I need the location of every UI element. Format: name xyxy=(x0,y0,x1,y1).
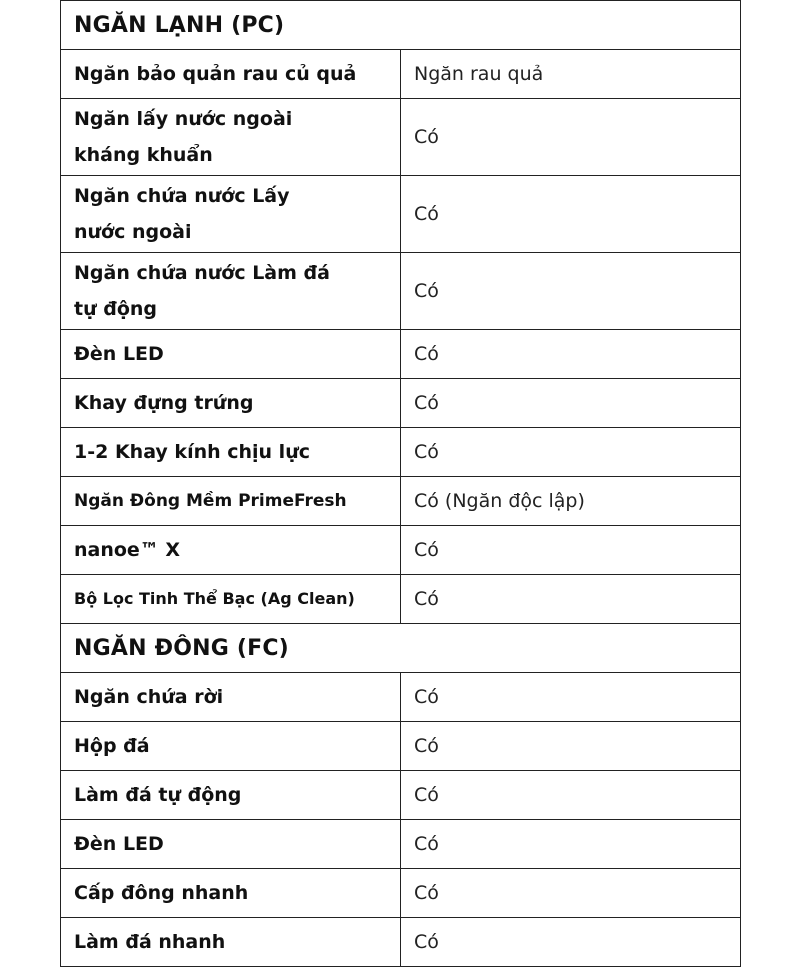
row-value: Có xyxy=(401,869,741,918)
row-label: nanoe™ X xyxy=(61,526,401,575)
section-header-cold xyxy=(61,1,741,50)
row-label: Hộp đá xyxy=(61,722,401,771)
row-label: Cấp đông nhanh xyxy=(61,869,401,918)
row-label: Đèn LED xyxy=(61,330,401,379)
row-label: Ngăn lấy nước ngoài kháng khuẩn xyxy=(61,99,401,176)
row-value: Có xyxy=(401,99,741,176)
table-row xyxy=(61,50,741,99)
row-value: Có xyxy=(401,820,741,869)
row-value: Có xyxy=(401,575,741,624)
row-label: Ngăn chứa nước Làm đá tự động xyxy=(61,253,401,330)
table-row xyxy=(61,99,741,176)
section-title: NGĂN LẠNH (PC) xyxy=(61,1,741,50)
row-value: Có xyxy=(401,526,741,575)
section-header-freezer xyxy=(61,624,741,673)
table-row xyxy=(61,379,741,428)
row-label: Làm đá nhanh xyxy=(61,918,401,967)
row-label: Ngăn chứa rời xyxy=(61,673,401,722)
row-value: Có xyxy=(401,673,741,722)
row-label: Ngăn Đông Mềm PrimeFresh xyxy=(61,477,401,526)
table-row xyxy=(61,869,741,918)
row-label: Ngăn chứa nước Lấy nước ngoài xyxy=(61,176,401,253)
table-row xyxy=(61,771,741,820)
table-row xyxy=(61,722,741,771)
row-label: Đèn LED xyxy=(61,820,401,869)
row-label: Bộ Lọc Tinh Thể Bạc (Ag Clean) xyxy=(61,575,401,624)
table-row xyxy=(61,176,741,253)
row-label: Khay đựng trứng xyxy=(61,379,401,428)
row-value: Có xyxy=(401,918,741,967)
table-row xyxy=(61,330,741,379)
table-row xyxy=(61,253,741,330)
row-value: Có xyxy=(401,379,741,428)
table-row xyxy=(61,428,741,477)
table-row xyxy=(61,820,741,869)
row-value: Có xyxy=(401,253,741,330)
spec-table xyxy=(60,0,741,967)
row-label: Ngăn bảo quản rau củ quả xyxy=(61,50,401,99)
table-row xyxy=(61,575,741,624)
table-row xyxy=(61,526,741,575)
row-label: 1-2 Khay kính chịu lực xyxy=(61,428,401,477)
row-value: Có xyxy=(401,428,741,477)
table-row xyxy=(61,477,741,526)
row-value: Có xyxy=(401,722,741,771)
row-value: Có xyxy=(401,771,741,820)
row-value: Có xyxy=(401,330,741,379)
row-value: Có (Ngăn độc lập) xyxy=(401,477,741,526)
row-value: Ngăn rau quả xyxy=(401,50,741,99)
table-row xyxy=(61,673,741,722)
table-row xyxy=(61,918,741,967)
row-label: Làm đá tự động xyxy=(61,771,401,820)
row-value: Có xyxy=(401,176,741,253)
section-title: NGĂN ĐÔNG (FC) xyxy=(61,624,741,673)
